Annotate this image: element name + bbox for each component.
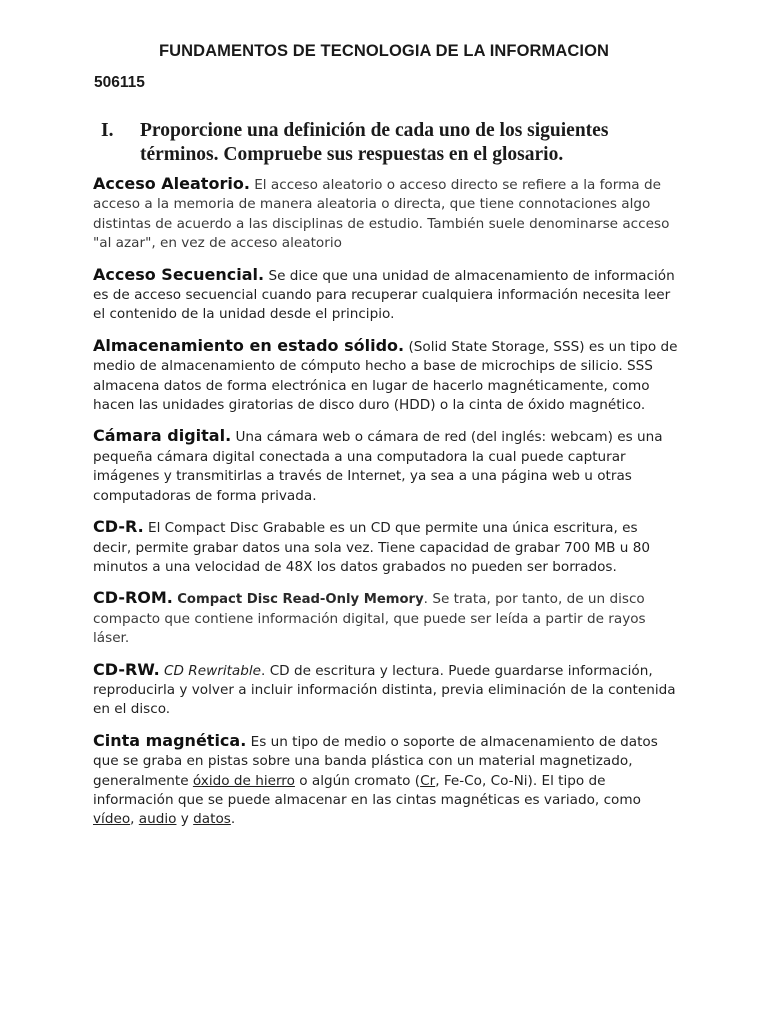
entry-definition: . Se trata, por tanto, de un disco compacto que contiene información digital, que puede ser leída a partir de rayos láser. [93, 591, 646, 647]
link-audio[interactable]: audio [138, 811, 177, 828]
entry-camara-digital [93, 426, 679, 506]
entry-definition-cont: o algún cromato ( [294, 772, 421, 789]
entry-definition-cont: , Fe-Co, Co-Ni). El tipo de información que se puede almacenar en las cintas magnéticas es variado, como [93, 772, 641, 808]
entry-term: Almacenamiento en estado sólido. [93, 335, 405, 355]
entry-definition-cont: y [176, 811, 194, 828]
entry-definition: El Compact Disc Grabable es un CD que permite una única escritura, es decir, permite grabar datos una sola vez. Tiene capacidad de grabar 700 MB u 80 minutos a una velocidad de 48X los datos grabados no pueden ser borrados. [93, 520, 651, 575]
entry-subterm: Compact Disc Read-Only Memory [177, 592, 424, 608]
entry-subterm: CD Rewritable [164, 662, 262, 679]
entry-term: CD-ROM. [93, 588, 173, 608]
entry-acceso-secuencial [93, 265, 679, 325]
link-datos[interactable]: datos [193, 811, 231, 828]
course-code: 506115 [94, 74, 145, 91]
link-cr[interactable]: Cr [420, 772, 436, 789]
entry-definition-cont: , [130, 811, 139, 828]
entry-cd-r [93, 517, 679, 577]
entry-almacenamiento-solido [93, 336, 679, 416]
link-video[interactable]: vídeo [93, 811, 131, 828]
entry-term: CD-R. [93, 517, 144, 537]
entry-definition: (Solid State Storage, SSS) es un tipo de medio de almacenamiento de cómputo hecho a base de microchips de silicio. SSS almacena datos de forma electrónica en lugar de hacerlo magnéticamente, como hacen las unidades giratorias de disco duro (HDD) o la cinta de óxido magnético. [93, 338, 678, 414]
entry-definition: . CD de escritura y lectura. Puede guardarse información, reproducirla y volver a incluir información distinta, previa eliminación de la contenida en el disco. [93, 662, 676, 718]
glossary-entries [93, 174, 679, 841]
section-heading [101, 119, 661, 167]
entry-cd-rw [93, 660, 679, 720]
entry-acceso-aleatorio [93, 174, 679, 254]
link-oxido-de-hierro[interactable]: óxido de hierro [192, 772, 295, 789]
document-title: FUNDAMENTOS DE TECNOLOGIA DE LA INFORMACION [158, 42, 610, 60]
entry-term: Acceso Aleatorio. [93, 174, 250, 193]
entry-definition: Una cámara web o cámara de red (del inglés: webcam) es una pequeña cámara digital conectada a una computadora la cual puede capturar imágenes y transmitirlas a través de Internet, ya sea a una página web u otras computadoras de forma privada. [93, 429, 663, 504]
section-number: I. [101, 120, 114, 141]
entry-term: CD-RW. [93, 659, 160, 679]
entry-definition: Se dice que una unidad de almacenamiento de información es de acceso secuencial cuando para recuperar cualquiera información necesita leer el contenido de la unidad desde el principio. [93, 267, 675, 323]
entry-term: Cinta magnética. [93, 730, 247, 750]
entry-term: Cámara digital. [93, 426, 232, 446]
entry-definition-cont: . [230, 811, 236, 828]
entry-definition: Es un tipo de medio o soporte de almacenamiento de datos que se graba en pistas sobre una banda plástica con un material magnetizado, generalmente [93, 733, 658, 789]
entry-cd-rom [93, 588, 679, 648]
entry-definition: El acceso aleatorio o acceso directo se refiere a la forma de acceso a la memoria de manera aleatoria o directa, que tiene connotaciones algo distintas de acuerdo a las disciplinas de estudio. También suele denominarse acceso "al azar", en vez de acceso aleatorio [93, 177, 670, 252]
entry-term: Acceso Secuencial. [93, 264, 265, 284]
section-heading-text: Proporcione una definición de cada uno de los siguientes términos. Compruebe sus respuestas en el glosario. [140, 120, 609, 165]
entry-cinta-magnetica [93, 731, 679, 830]
